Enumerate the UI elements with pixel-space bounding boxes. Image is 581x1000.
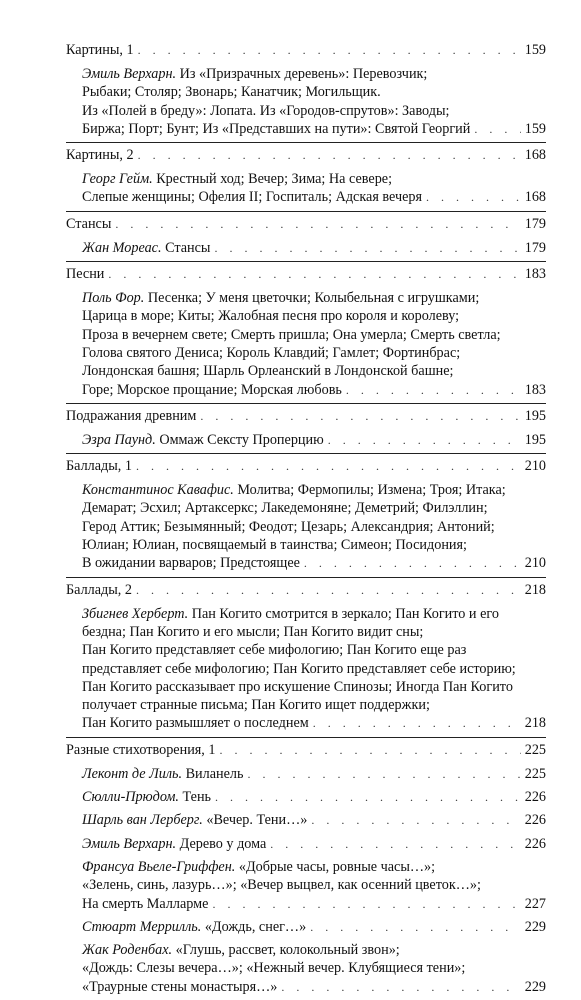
dot-leader [346,381,521,399]
author-name: Эмиль Верхарн. [82,66,177,82]
section-heading [66,143,546,167]
entry-titles: Пан Когито размышляет о последнем [82,715,309,732]
entry-text [66,143,134,167]
toc-entry [66,602,546,737]
author-name: Георг Гейм. [82,171,153,188]
page-number: 195 [524,407,546,424]
entry-titles: Пан Когито рассказывает про искушение Спинозы; Иногда Пан Когито [82,678,513,695]
table-of-contents [66,38,546,1000]
entry-line [66,696,546,714]
entry-titles: Пан Когито представляет себе мифологию; Пан Когито еще раз [82,642,467,659]
entry-titles: «Зелень, синь, лазурь…»; «Вечер выцвел, как осенний цветок…»; [82,877,481,894]
page-number: 227 [524,895,546,912]
entry-titles: Тень [178,789,212,806]
entry-titles: «Добрые часы, ровные часы…»; [235,858,436,875]
entry-titles: Рыбаки; Столяр; Звонарь; Канатчик; Могильщик. [82,84,381,101]
entry-titles: получает странные письма; Пан Когито ищет поддержки; [82,697,430,714]
section-heading [66,578,546,602]
page-number: 159 [524,120,546,137]
entry-titles: Дерево у дома [176,835,267,852]
entry-line [66,344,546,362]
toc-leader-line [66,835,546,853]
toc-leader-line [66,239,546,257]
entry-titles: Песенка; У меня цветочки; Колыбельная с игрушками; [144,290,480,307]
entry-text [82,978,277,996]
entry-titles: Из «Призрачных деревень»: Перевозчик; [176,66,428,82]
author-name: Жан Мореас. [82,239,162,256]
toc-leader-line [66,431,546,449]
entry-line [66,641,546,659]
toc-section [66,454,546,577]
entry-line [66,605,546,623]
section-heading [66,212,546,236]
toc-entry [66,236,546,261]
entry-line [66,941,546,959]
section-title: Баллады, 2 [66,581,132,598]
toc-leader-line [66,978,546,996]
author-name: Сюлли-Прюдом. [82,789,179,806]
toc-leader-line [66,454,546,478]
toc-leader-line [66,918,546,936]
dot-leader [115,212,520,236]
dot-leader [215,788,521,806]
toc-leader-line [66,811,546,829]
entry-text [82,788,211,806]
entry-titles: Биржа; Порт; Бунт; Из «Представших на пути»: Святой Георгий [82,120,471,137]
dot-leader [474,120,520,138]
section-title: Картины, 1 [66,42,134,58]
dot-leader [138,38,521,62]
dot-leader [212,895,520,913]
dot-leader [281,978,520,996]
entry-line [66,170,546,188]
section-title: Разные стихотворения, 1 [66,741,216,758]
toc-section [66,262,546,404]
section-heading [66,454,546,478]
entry-line [66,83,546,101]
section-heading [66,262,546,286]
page-number: 229 [524,978,546,995]
entry-line [66,876,546,894]
entry-line [66,65,546,83]
page-number: 183 [524,381,546,398]
entry-line [66,499,546,517]
entry-text [82,239,210,257]
page-number: 159 [524,42,546,58]
author-name: Эзра Паунд. [82,431,156,448]
entry-text [82,895,208,913]
toc-entry [66,428,546,453]
entry-text [82,765,243,783]
page-number: 226 [524,812,546,829]
entry-titles: «Глушь, рассвет, колокольный звон»; [172,942,400,959]
toc-entry [66,787,546,810]
entry-line [66,307,546,325]
entry-text [66,404,196,428]
entry-titles: Юлиан; Юлиан, посвящаемый в таинства; Симеон; Посидония; [82,537,467,554]
toc-leader-line [66,262,546,286]
entry-titles: Крестный ход; Вечер; Зима; На севере; [152,171,393,188]
toc-entry [66,940,546,1000]
page-number: 225 [524,741,546,758]
entry-text [66,454,132,478]
entry-text [82,835,266,853]
toc-entry [66,834,546,857]
entry-titles: На смерть Малларме [82,895,209,912]
toc-entry [66,478,546,576]
toc-leader-line [66,212,546,236]
dot-leader [247,765,520,783]
entry-line [66,678,546,696]
entry-line [66,536,546,554]
page-number: 179 [524,239,546,256]
dot-leader [310,918,521,936]
section-title: Подражания древним [66,407,197,424]
entry-text [66,578,132,602]
entry-text [82,188,422,206]
entry-line [66,959,546,977]
dot-leader [426,188,521,206]
entry-titles: бездна; Пан Когито и его мысли; Пан Когито видит сны; [82,623,424,640]
entry-text [66,738,216,762]
toc-entry [66,762,546,787]
page-number: 183 [524,266,546,283]
page-number: 195 [524,431,546,448]
entry-titles: Голова святого Дениса; Король Клавдий; Гамлет; Фортинбрас; [82,344,461,361]
toc-leader-line [66,404,546,428]
section-title: Песни [66,266,105,283]
entry-line [66,660,546,678]
entry-titles: Из «Полей в бреду»: Лопата. Из «Городов-спрутов»: Заводы; [82,102,450,119]
entry-titles: Проза в вечернем свете; Смерть пришла; Она умерла; Смерть светла; [82,326,501,343]
toc-section [66,212,546,262]
page-number: 168 [524,189,546,206]
entry-text [82,120,470,138]
page-number: 168 [524,147,546,164]
entry-titles: Пан Когито смотрится в зеркало; Пан Когито и его [188,605,499,622]
entry-titles: Молитва; Фермопилы; Измена; Троя; Итака; [233,482,506,499]
page-number: 210 [524,555,546,572]
entry-text [66,38,134,62]
dot-leader [136,578,521,602]
toc-entry [66,810,546,833]
entry-line [66,289,546,307]
author-name: Леконт де Лиль. [82,765,183,782]
toc-leader-line [66,578,546,602]
toc-leader-line [66,120,546,138]
section-heading [66,404,546,428]
page-number: 218 [524,715,546,732]
author-name: Збигнев Херберт. [82,605,189,622]
toc-leader-line [66,714,546,732]
toc-leader-line [66,554,546,572]
section-title: Баллады, 1 [66,458,132,475]
entry-titles: «Дождь: Слезы вечера…»; «Нежный вечер. Клубящиеся тени»; [82,960,466,977]
entry-line [66,858,546,876]
page-number: 229 [524,918,546,935]
dot-leader [200,404,520,428]
toc-entry [66,857,546,917]
toc-leader-line [66,188,546,206]
toc-section [66,143,546,212]
author-name: Жак Роденбах. [82,942,173,959]
dot-leader [313,714,521,732]
entry-line [66,518,546,536]
page-number: 210 [524,458,546,475]
author-name: Эмиль Верхарн. [82,835,177,852]
entry-titles: В ожидании варваров; Предстоящее [82,555,300,572]
toc-leader-line [66,788,546,806]
page-number: 225 [524,765,546,782]
toc-section [66,738,546,1000]
toc-leader-line [66,765,546,783]
toc-entry [66,62,546,142]
toc-section [66,578,546,738]
toc-section [66,404,546,454]
toc-leader-line [66,895,546,913]
author-name: Франсуа Вьеле-Гриффен. [82,858,236,875]
dot-leader [214,239,520,257]
entry-text [82,714,309,732]
entry-text [82,431,324,449]
entry-text [82,811,307,829]
toc-entry [66,917,546,940]
page-number: 226 [524,835,546,852]
entry-line [66,326,546,344]
toc-entry [66,286,546,403]
dot-leader [304,554,521,572]
author-name: Стюарт Меррилль. [82,918,202,935]
entry-text [66,212,111,236]
page-number: 226 [524,789,546,806]
section-title: Стансы [66,215,112,232]
entry-titles: Виланель [182,765,244,782]
section-heading [66,38,546,62]
entry-titles: Слепые женщины; Офелия II; Госпиталь; Адская вечеря [82,189,422,206]
dot-leader [136,454,521,478]
entry-titles: Стансы [161,239,211,256]
dot-leader [108,262,520,286]
section-heading [66,738,546,762]
toc-leader-line [66,738,546,762]
entry-titles: «Вечер. Тени…» [202,812,308,829]
entry-line [66,481,546,499]
entry-text [82,381,342,399]
dot-leader [270,835,520,853]
entry-titles: Демарат; Эсхил; Артаксеркс; Лакедемоняне; Деметрий; Филэллин; [82,500,488,517]
entry-titles: представляет себе мифологию; Пан Когито представляет себе историю; [82,660,516,677]
dot-leader [138,143,521,167]
entry-line [66,102,546,120]
page-number: 179 [524,215,546,232]
toc-entry [66,167,546,211]
entry-text [66,262,104,286]
dot-leader [220,738,521,762]
toc-leader-line [66,381,546,399]
dot-leader [311,811,520,829]
entry-line [66,362,546,380]
section-title: Картины, 2 [66,147,134,164]
entry-titles: Царица в море; Киты; Жалобная песня про короля и королеву; [82,308,460,325]
toc-leader-line [66,38,546,62]
entry-text [82,554,300,572]
entry-titles: Герод Аттик; Безымянный; Феодот; Цезарь; Александрия; Антоний; [82,518,495,535]
entry-line [66,623,546,641]
toc-leader-line [66,143,546,167]
page-number: 218 [524,581,546,598]
entry-titles: «Траурные стены монастыря…» [82,978,278,995]
entry-titles: Лондонская башня; Шарль Орлеанский в Лондонской башне; [82,363,454,380]
author-name: Поль Фор. [82,290,145,307]
author-name: Шарль ван Лерберг. [82,812,203,829]
entry-titles: Горе; Морское прощание; Морская любовь [82,381,342,398]
entry-titles: «Дождь, снег…» [201,918,307,935]
entry-text [82,918,306,936]
toc-section [66,38,546,143]
dot-leader [328,431,521,449]
author-name: Константинос Кавафис. [82,482,234,499]
entry-titles: Оммаж Сексту Проперцию [155,431,324,448]
